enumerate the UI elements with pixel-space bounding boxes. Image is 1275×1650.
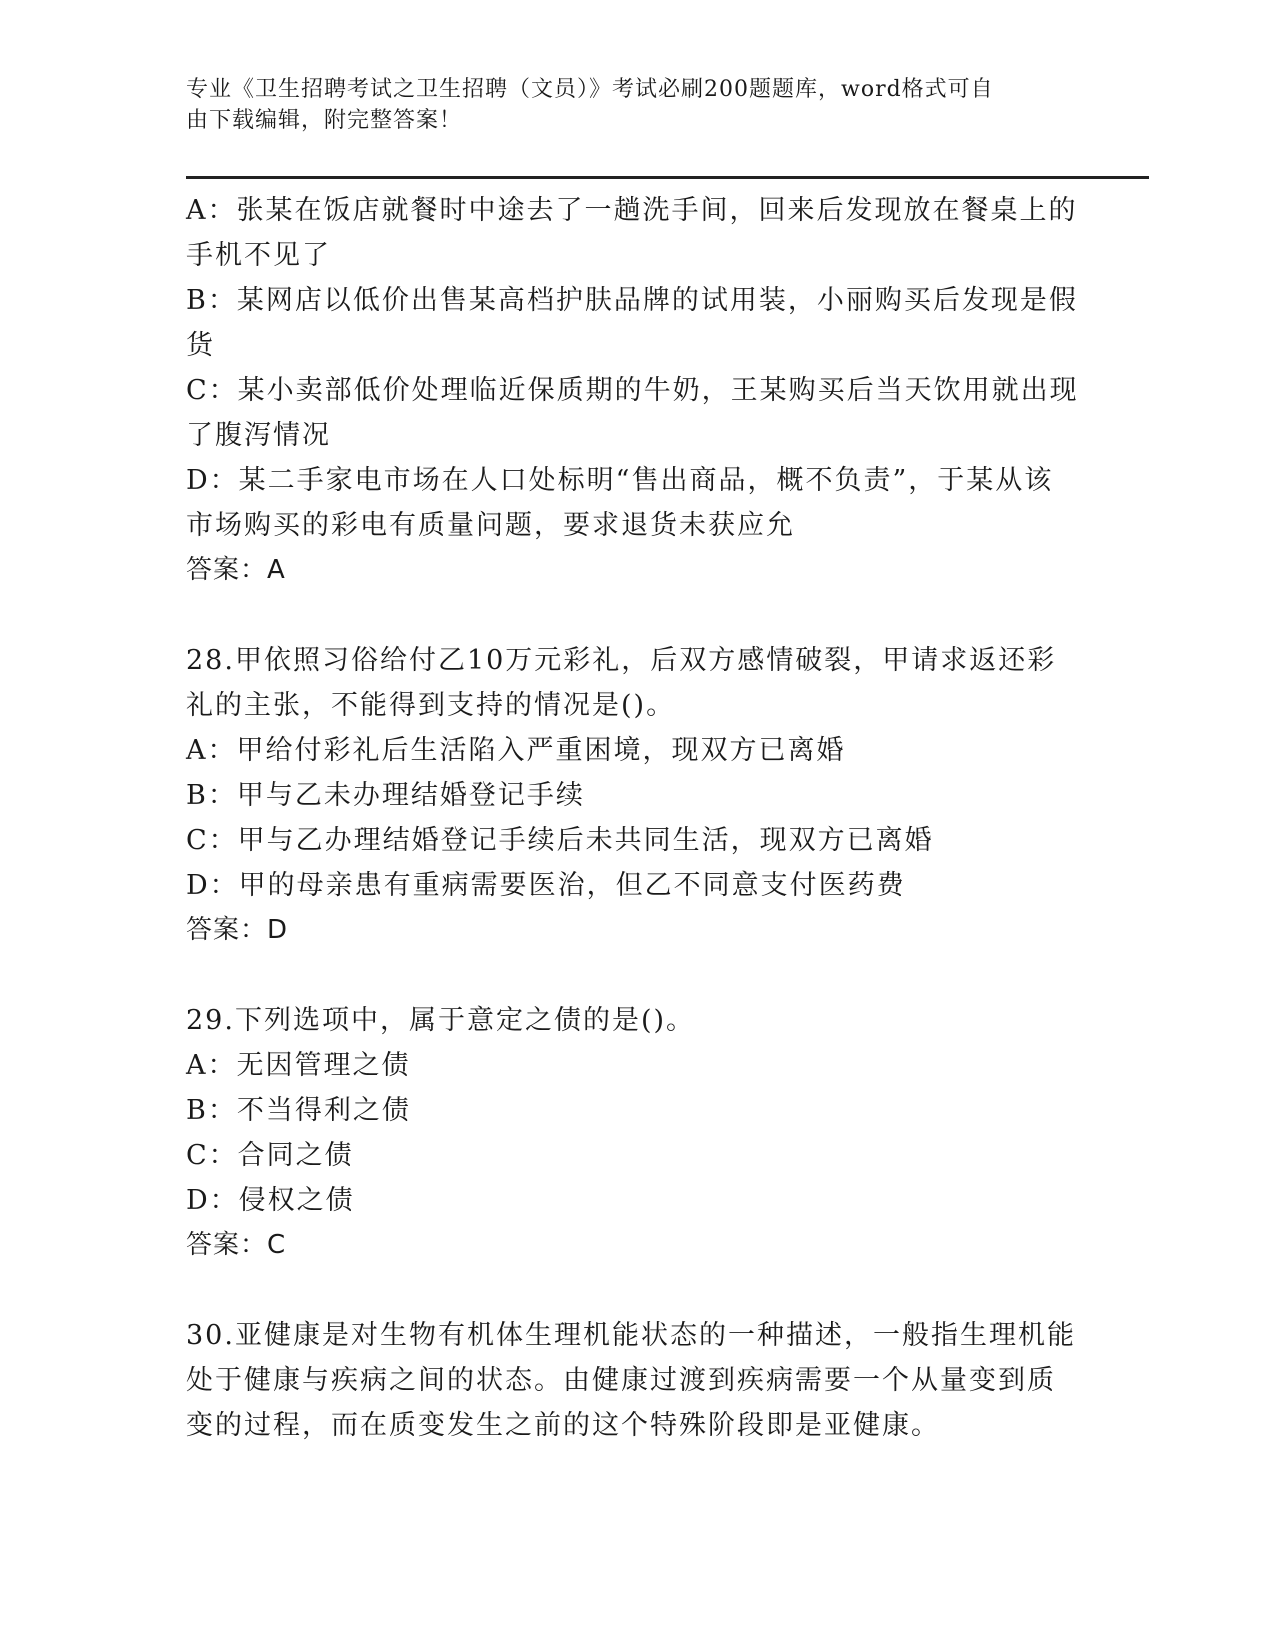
- option-a-line-1: A：张某在饭店就餐时中途去了一趟洗手间，回来后发现放在餐桌上的: [186, 195, 1078, 226]
- option-c: C：甲与乙办理结婚登记手续后未共同生活，现双方已离婚: [186, 825, 934, 856]
- option-a: A：甲给付彩礼后生活陷入严重困境，现双方已离婚: [186, 735, 846, 766]
- option-a: A：无因管理之债: [186, 1050, 411, 1081]
- option-c-line-1: C：某小卖部低价处理临近保质期的牛奶，王某购买后当天饮用就出现: [186, 375, 1079, 406]
- question-stem-line-2: 礼的主张，不能得到支持的情况是()。: [186, 690, 676, 721]
- answer-label: 答案：C: [186, 1230, 287, 1260]
- question-stem-line-3: 变的过程，而在质变发生之前的这个特殊阶段即是亚健康。: [186, 1410, 940, 1441]
- spacer: [186, 1268, 1076, 1313]
- answer-label: 答案：D: [186, 915, 289, 945]
- option-d: D：侵权之债: [186, 1185, 355, 1216]
- question-30: [186, 1313, 1076, 1448]
- question-list: [186, 188, 1079, 1448]
- question-stem: 29.下列选项中，属于意定之债的是()。: [186, 1005, 696, 1036]
- option-d: D：甲的母亲患有重病需要医治，但乙不同意支付医药费: [186, 870, 906, 901]
- option-b-line-1: B：某网店以低价出售某高档护肤品牌的试用装，小丽购买后发现是假: [186, 285, 1078, 316]
- question-stem-line-1: 30.亚健康是对生物有机体生理机能状态的一种描述，一般指生理机能: [186, 1320, 1076, 1351]
- option-b: B：不当得利之债: [186, 1095, 411, 1126]
- answer-label: 答案：A: [186, 555, 286, 585]
- header-title-line-1: 专业《卫生招聘考试之卫生招聘（文员）》考试必刷200题题库，word格式可自: [186, 77, 994, 102]
- question-stem-line-2: 处于健康与疾病之间的状态。由健康过渡到疾病需要一个从量变到质: [186, 1365, 1056, 1396]
- spacer: [186, 953, 1076, 998]
- header-title-line-2: 由下载编辑，附完整答案！: [186, 108, 463, 133]
- option-c-line-2: 了腹泻情况: [186, 420, 331, 451]
- question-29: [186, 998, 1076, 1268]
- option-b: B：甲与乙未办理结婚登记手续: [186, 780, 585, 811]
- option-d-line-1: D：某二手家电市场在人口处标明“售出商品，概不负责”，于某从该: [186, 465, 1054, 496]
- option-d-line-2: 市场购买的彩电有质量问题，要求退货未获应允: [186, 510, 795, 541]
- question-28: [186, 638, 1076, 953]
- document-header: [186, 74, 1076, 136]
- header-divider: [186, 176, 1149, 179]
- option-c: C：合同之债: [186, 1140, 354, 1171]
- question-27: [186, 188, 1079, 593]
- option-b-line-2: 货: [186, 330, 215, 361]
- spacer: [186, 593, 1076, 638]
- option-a-line-2: 手机不见了: [186, 240, 331, 271]
- question-stem-line-1: 28.甲依照习俗给付乙10万元彩礼，后双方感情破裂，甲请求返还彩: [186, 645, 1057, 676]
